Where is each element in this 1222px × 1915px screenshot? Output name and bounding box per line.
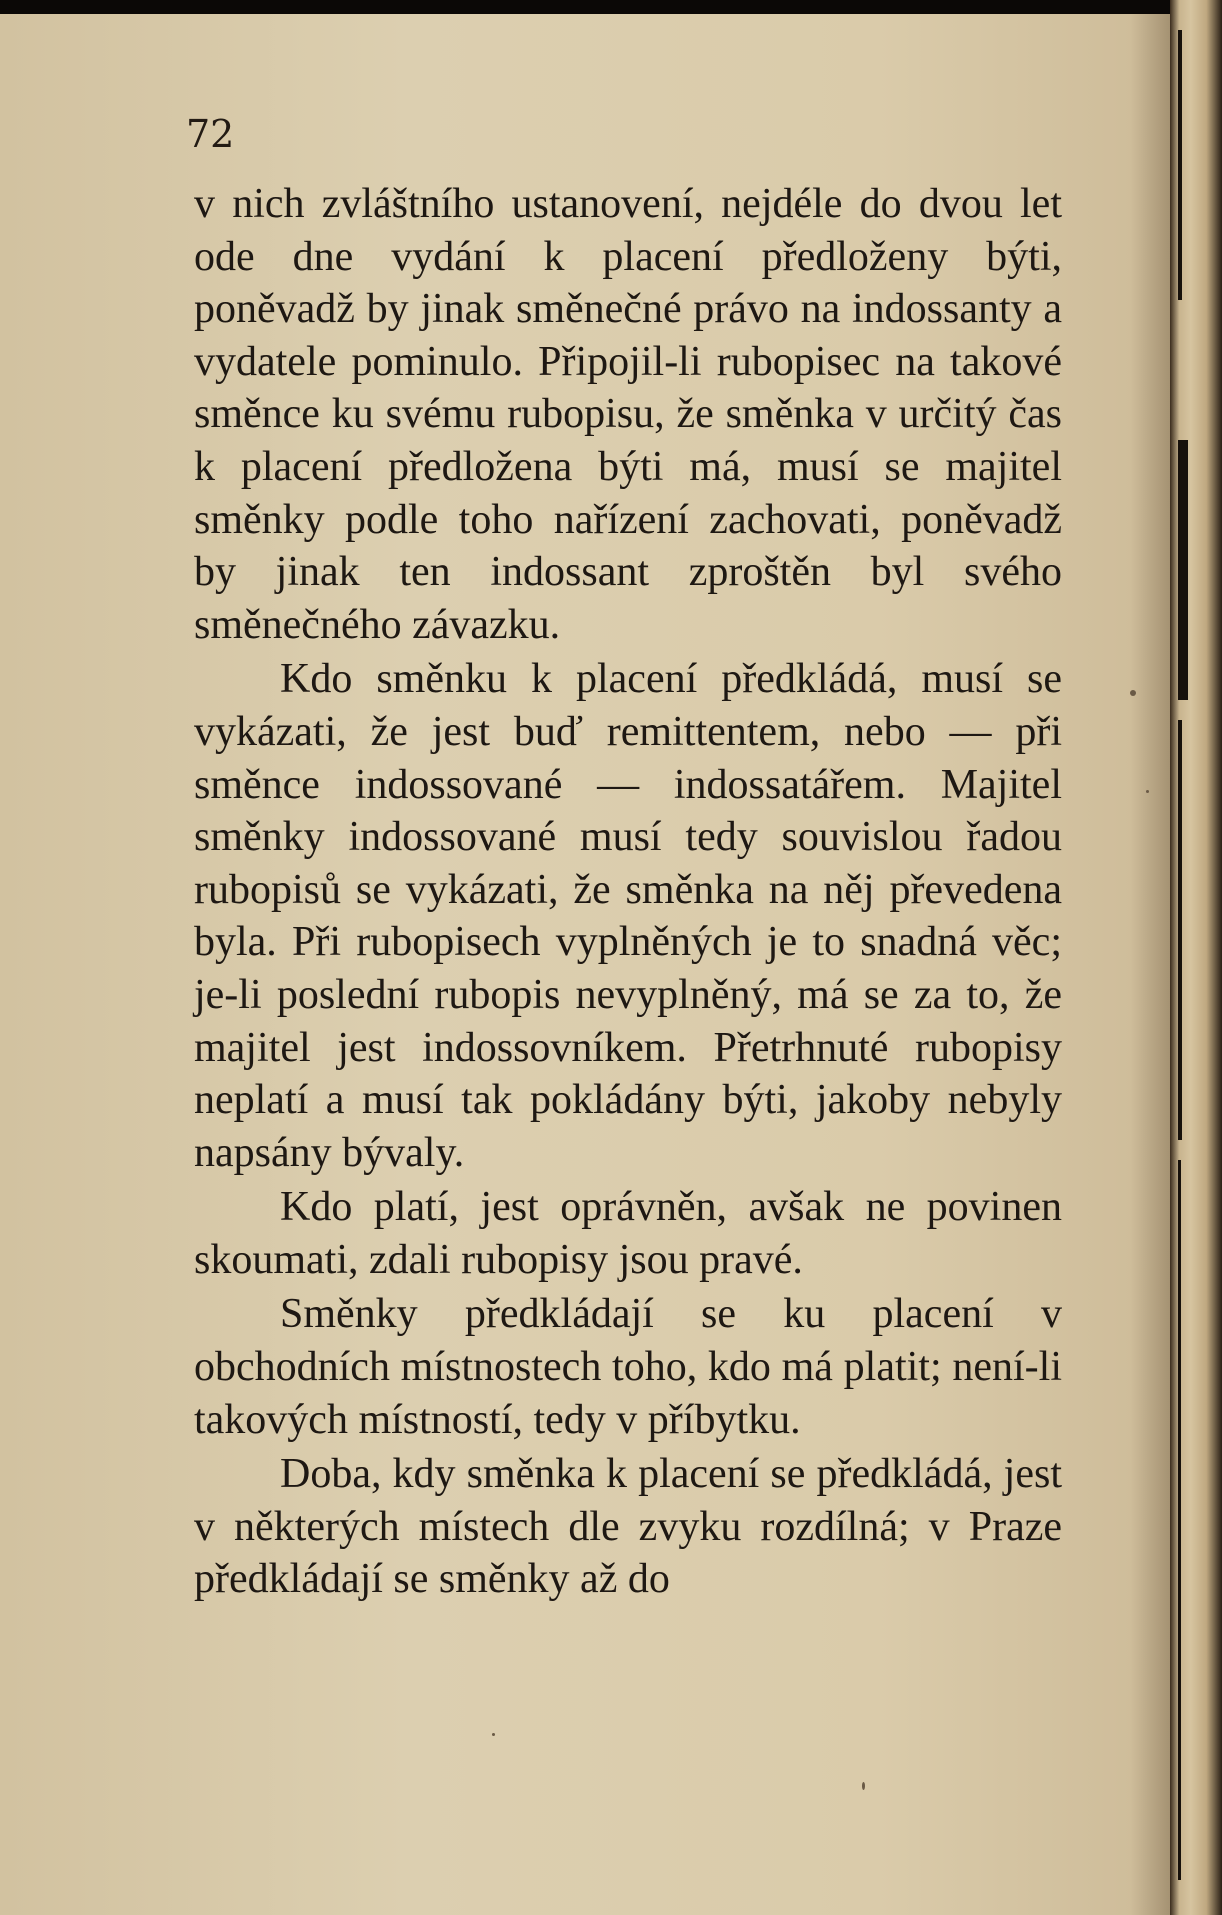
gutter-shadow-line [1178, 440, 1188, 700]
paragraph: Směnky předkládají se ku placení v obchodních místnostech toho, kdo má platit; není-li takových místností, tedy v příbytku. [194, 1291, 1062, 1443]
gutter-shadow-line [1178, 30, 1182, 300]
paper-speck [492, 1733, 495, 1736]
paper-speck [1146, 790, 1149, 793]
gutter-shadow-line [1178, 720, 1182, 1140]
paragraph: Doba, kdy směnka k placení se předkládá, jest v některých místech dle zvyku rozdílná; v Praze předkládají se směnky až do [194, 1451, 1062, 1603]
paragraph: Kdo platí, jest oprávněn, avšak ne povinen skoumati, zdali rubopisy jsou pravé. [194, 1184, 1062, 1283]
body-text [194, 178, 1062, 1606]
paper-speck [862, 1782, 865, 1790]
page-number: 72 [186, 112, 235, 156]
gutter-shadow-line [1178, 1160, 1181, 1880]
page-edge-shadow [1130, 14, 1170, 1915]
paragraph: v nich zvláštního ustanovení, nejdéle do dvou let ode dne vydání k placení předloženy býti, poněvadž by jinak směnečné právo na indossanty a vydatele pominulo. Připojil-li rubopisec na takové směnce ku svému rubopisu, že směnka v určitý čas k placení předložena býti má, musí se majitel směnky podle toho nařízení zachovati, poněvadž by jinak ten indossant zproštěn byl svého směnečného závazku. [194, 181, 1062, 648]
paper-speck [1130, 690, 1136, 696]
paragraph: Kdo směnku k placení předkládá, musí se vykázati, že jest buď remittentem, nebo — při směnce indossované — indossatářem. Majitel směnky indossované musí tedy souvislou řadou rubopisů se vykázati, že směnka na něj převedena byla. Při rubopisech vyplněných je to snadná věc; je-li poslední rubopis nevyplněný, má se za to, že majitel jest indossovníkem. Přetrhnuté rubopisy neplatí a musí tak pokládány býti, jakoby nebyly napsány bývaly. [194, 656, 1062, 1176]
scan-top-edge [0, 0, 1222, 14]
